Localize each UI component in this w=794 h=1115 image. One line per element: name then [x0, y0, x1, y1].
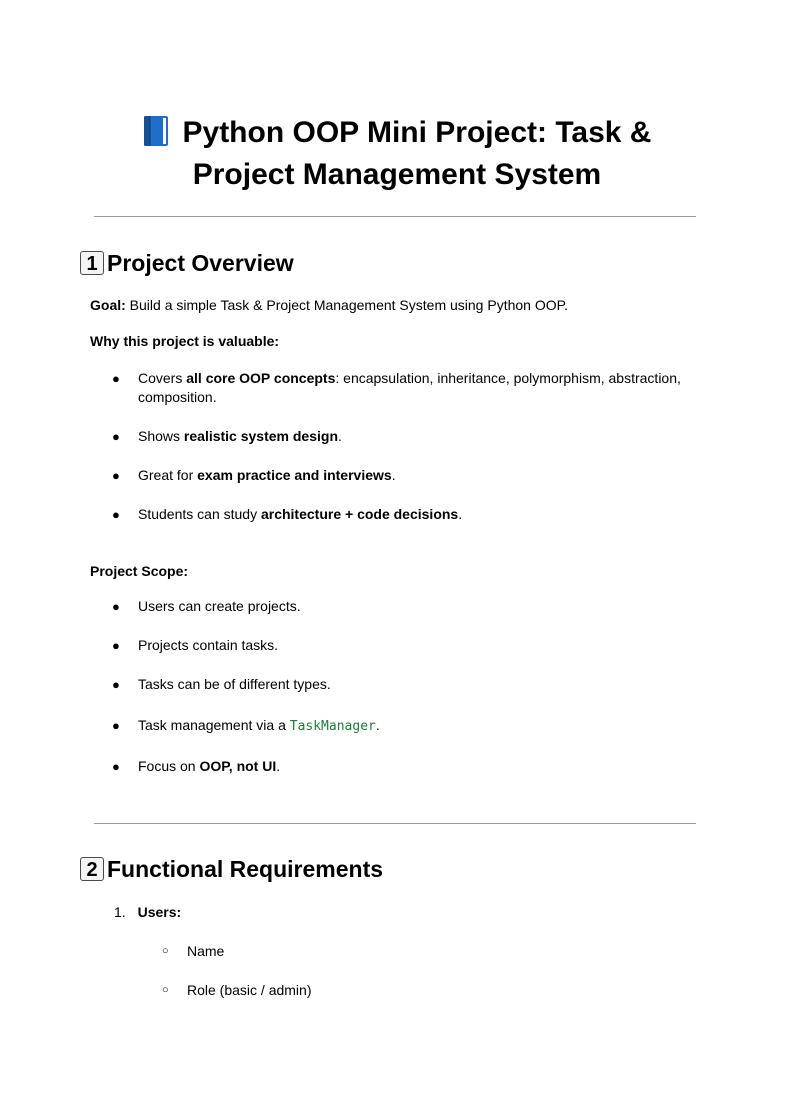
bullet-dot: ●	[112, 677, 120, 692]
list-item-text: Students can study architecture + code decisions.	[138, 506, 463, 522]
blue-book-icon	[143, 115, 169, 147]
title-line-2: Project Management System	[192, 158, 602, 191]
item-label: Users:	[137, 904, 182, 920]
bullet-dot: ●	[112, 468, 120, 483]
hollow-bullet: ○	[162, 945, 169, 957]
hollow-bullet: ○	[162, 984, 169, 996]
section-heading-project-overview	[80, 248, 294, 278]
section-title: Functional Requirements	[107, 856, 384, 882]
list-item-text: Task management via a TaskManager.	[138, 717, 380, 734]
list-item-text: Projects contain tasks.	[138, 637, 279, 653]
divider-2	[94, 823, 696, 824]
document-title	[0, 112, 794, 196]
sub-list-item-text: Name	[187, 943, 225, 959]
item-number: 1.	[114, 904, 126, 920]
sub-list-item-text: Role (basic / admin)	[187, 982, 312, 998]
bullet-dot: ●	[112, 759, 120, 774]
list-item-text: Focus on OOP, not UI.	[138, 758, 281, 774]
numbered-item	[114, 903, 181, 921]
section-heading-functional-requirements	[80, 854, 383, 884]
list-item-text: Tasks can be of different types.	[138, 676, 331, 692]
bullet-dot: ●	[112, 507, 120, 522]
list-item-text: Users can create projects.	[138, 598, 301, 614]
keycap-number-2: 2	[80, 857, 104, 881]
keycap-number-1: 1	[80, 251, 104, 275]
list-item-text: Shows realistic system design.	[138, 428, 342, 444]
title-line-1: Python OOP Mini Project: Task &	[182, 116, 652, 149]
bullet-dot: ●	[112, 638, 120, 653]
goal-label: Goal:	[90, 297, 126, 313]
bullet-dot: ●	[112, 599, 120, 614]
divider-1	[94, 216, 696, 217]
bullet-dot: ●	[112, 371, 120, 386]
list-item-text: Great for exam practice and interviews.	[138, 467, 396, 483]
section-title: Project Overview	[107, 250, 294, 276]
inline-code: TaskManager	[289, 719, 376, 734]
scope-heading: Project Scope:	[90, 563, 189, 579]
list-item-text: Covers all core OOP concepts: encapsulation, inheritance, polymorphism, abstraction, composition.	[138, 370, 681, 405]
goal-text: Build a simple Task & Project Management System using Python OOP.	[125, 297, 569, 313]
bullet-dot: ●	[112, 718, 120, 733]
goal-paragraph	[90, 296, 568, 314]
bullet-dot: ●	[112, 429, 120, 444]
why-heading: Why this project is valuable:	[90, 333, 280, 349]
